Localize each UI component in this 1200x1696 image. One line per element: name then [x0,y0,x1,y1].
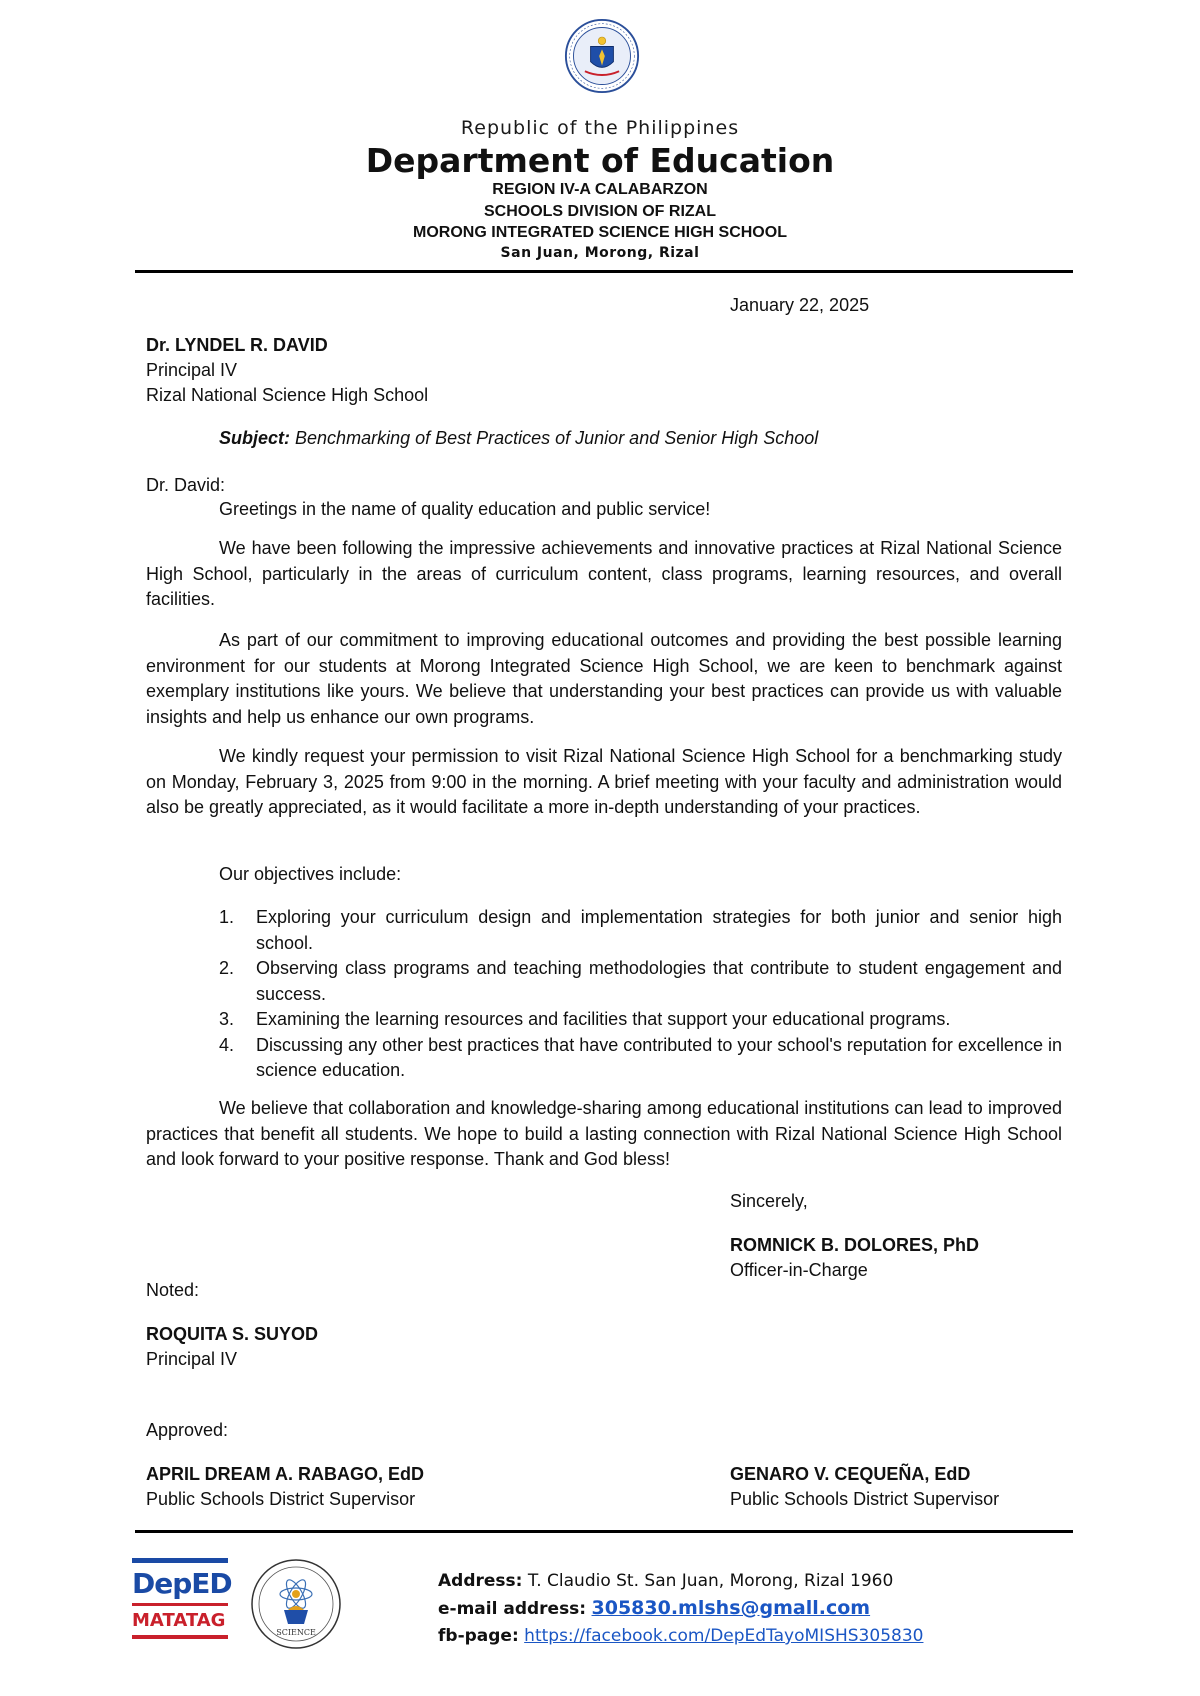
school-logo [250,1558,342,1650]
approver-2-name: GENARO V. CEQUEÑA, EdD [730,1464,971,1484]
closing-paragraph: We believe that collaboration and knowledge-sharing among educational institutions can lead to improved practices that benefit all students. We hope to build a lasting connection with Rizal National Science High School and look forward to your positive response. Thank and God bless! [146,1098,1062,1169]
greeting-paragraph: Greetings in the name of quality education and public service! [219,499,711,519]
list-text: Discussing any other best practices that have contributed to your school's reputation for excellence in science education. [256,1034,1062,1080]
school-name: MORONG INTEGRATED SCIENCE HIGH SCHOOL [413,224,787,241]
email-link[interactable]: 305830.mlshs@gmall.com [591,1597,871,1619]
email-label: e-mail address: [438,1599,587,1619]
recipient-title: Principal IV [146,360,238,380]
republic-label: Republic of the Philippines [460,117,740,139]
approver-2-title: Public Schools District Supervisor [730,1489,1000,1509]
salutation: Dr. David: [146,475,226,495]
recipient-block [146,333,428,408]
subject-line [219,426,818,451]
body-paragraph-2: As part of our commitment to improving educational outcomes and providing the best possible learning environment for our students at Morong Integrated Science High School, we are keen to benchmark against exemplary institutions like yours. We believe that understanding your best practices can provide us with valuable insights and help us enhance our own programs. [146,630,1062,727]
noted-name: ROQUITA S. SUYOD [146,1324,319,1344]
sender-title: Officer-in-Charge [730,1260,868,1280]
deped-matatag-logo [132,1558,232,1668]
objectives-list [146,905,1062,1084]
noted-title: Principal IV [146,1349,238,1369]
header-divider [135,270,1073,273]
approver-1-title: Public Schools District Supervisor [146,1489,416,1509]
footer-address-line [438,1568,923,1595]
list-number: 2. [219,958,235,978]
list-number: 4. [219,1034,235,1055]
letter-date: January 22, 2025 [730,295,870,315]
school-address: San Juan, Morong, Rizal [500,245,700,261]
sender-name: ROMNICK B. DOLORES, PhD [730,1235,980,1255]
recipient-name: Dr. LYNDEL R. DAVID [146,335,328,355]
footer-address: T. Claudio St. San Juan, Morong, Rizal 1960 [527,1571,894,1591]
approved-label: Approved: [146,1420,229,1440]
footer-contact [438,1568,923,1650]
body-paragraph-1: We have been following the impressive achievements and innovative practices at Rizal National Science High School, particularly in the areas of curriculum content, class programs, learning resources, and overall facilities. [146,538,1062,609]
deped-seal-logo [564,18,640,94]
subject-label: Subject: [219,428,291,448]
matatag-logo-text: MATATAG [132,1610,226,1631]
recipient-school: Rizal National Science High School [146,385,429,405]
footer-email-line [438,1595,923,1623]
list-text: Examining the learning resources and facilities that support your educational programs. [256,1009,951,1029]
footer-divider [135,1530,1073,1533]
address-label: Address: [438,1571,523,1591]
footer-fb-line [438,1623,923,1650]
svg-text:SCIENCE: SCIENCE [276,1628,316,1637]
fb-label: fb-page: [438,1626,519,1646]
division-label: SCHOOLS DIVISION OF RIZAL [483,203,716,220]
list-number: 3. [219,1009,235,1029]
sender-signature-block [730,1233,979,1283]
list-text: Exploring your curriculum design and implementation strategies for both junior and senior high school. [256,907,1062,953]
deped-logo-text: DepED [132,1567,232,1600]
approver-2-signature-block [730,1462,999,1512]
list-number: 1. [219,907,235,927]
list-item [146,905,1062,956]
body-paragraph-3: We kindly request your permission to visit Rizal National Science High School for a benchmarking study on Monday, February 3, 2025 from 9:00 in the morning. A brief meeting with your faculty and administration would also be greatly appreciated, as it would facilitate a more in-depth understanding of your practices. [146,746,1062,817]
list-item [146,1033,1062,1084]
region-label: REGION IV-A CALABARZON [492,181,708,198]
noted-label: Noted: [146,1280,200,1300]
department-title: Department of Education [365,141,835,180]
subject-text: Benchmarking of Best Practices of Junior and Senior High School [295,428,819,448]
objectives-intro: Our objectives include: [219,864,402,884]
approver-1-signature-block [146,1462,424,1512]
list-item [146,1007,1062,1033]
noted-signature-block [146,1322,318,1372]
complimentary-close: Sincerely, [730,1191,808,1211]
list-item [146,956,1062,1007]
list-text: Observing class programs and teaching methodologies that contribute to student engagement and success. [256,958,1062,1004]
facebook-link[interactable]: https://facebook.com/DepEdTayoMISHS305830 [524,1626,924,1646]
approver-1-name: APRIL DREAM A. RABAGO, EdD [146,1464,425,1484]
